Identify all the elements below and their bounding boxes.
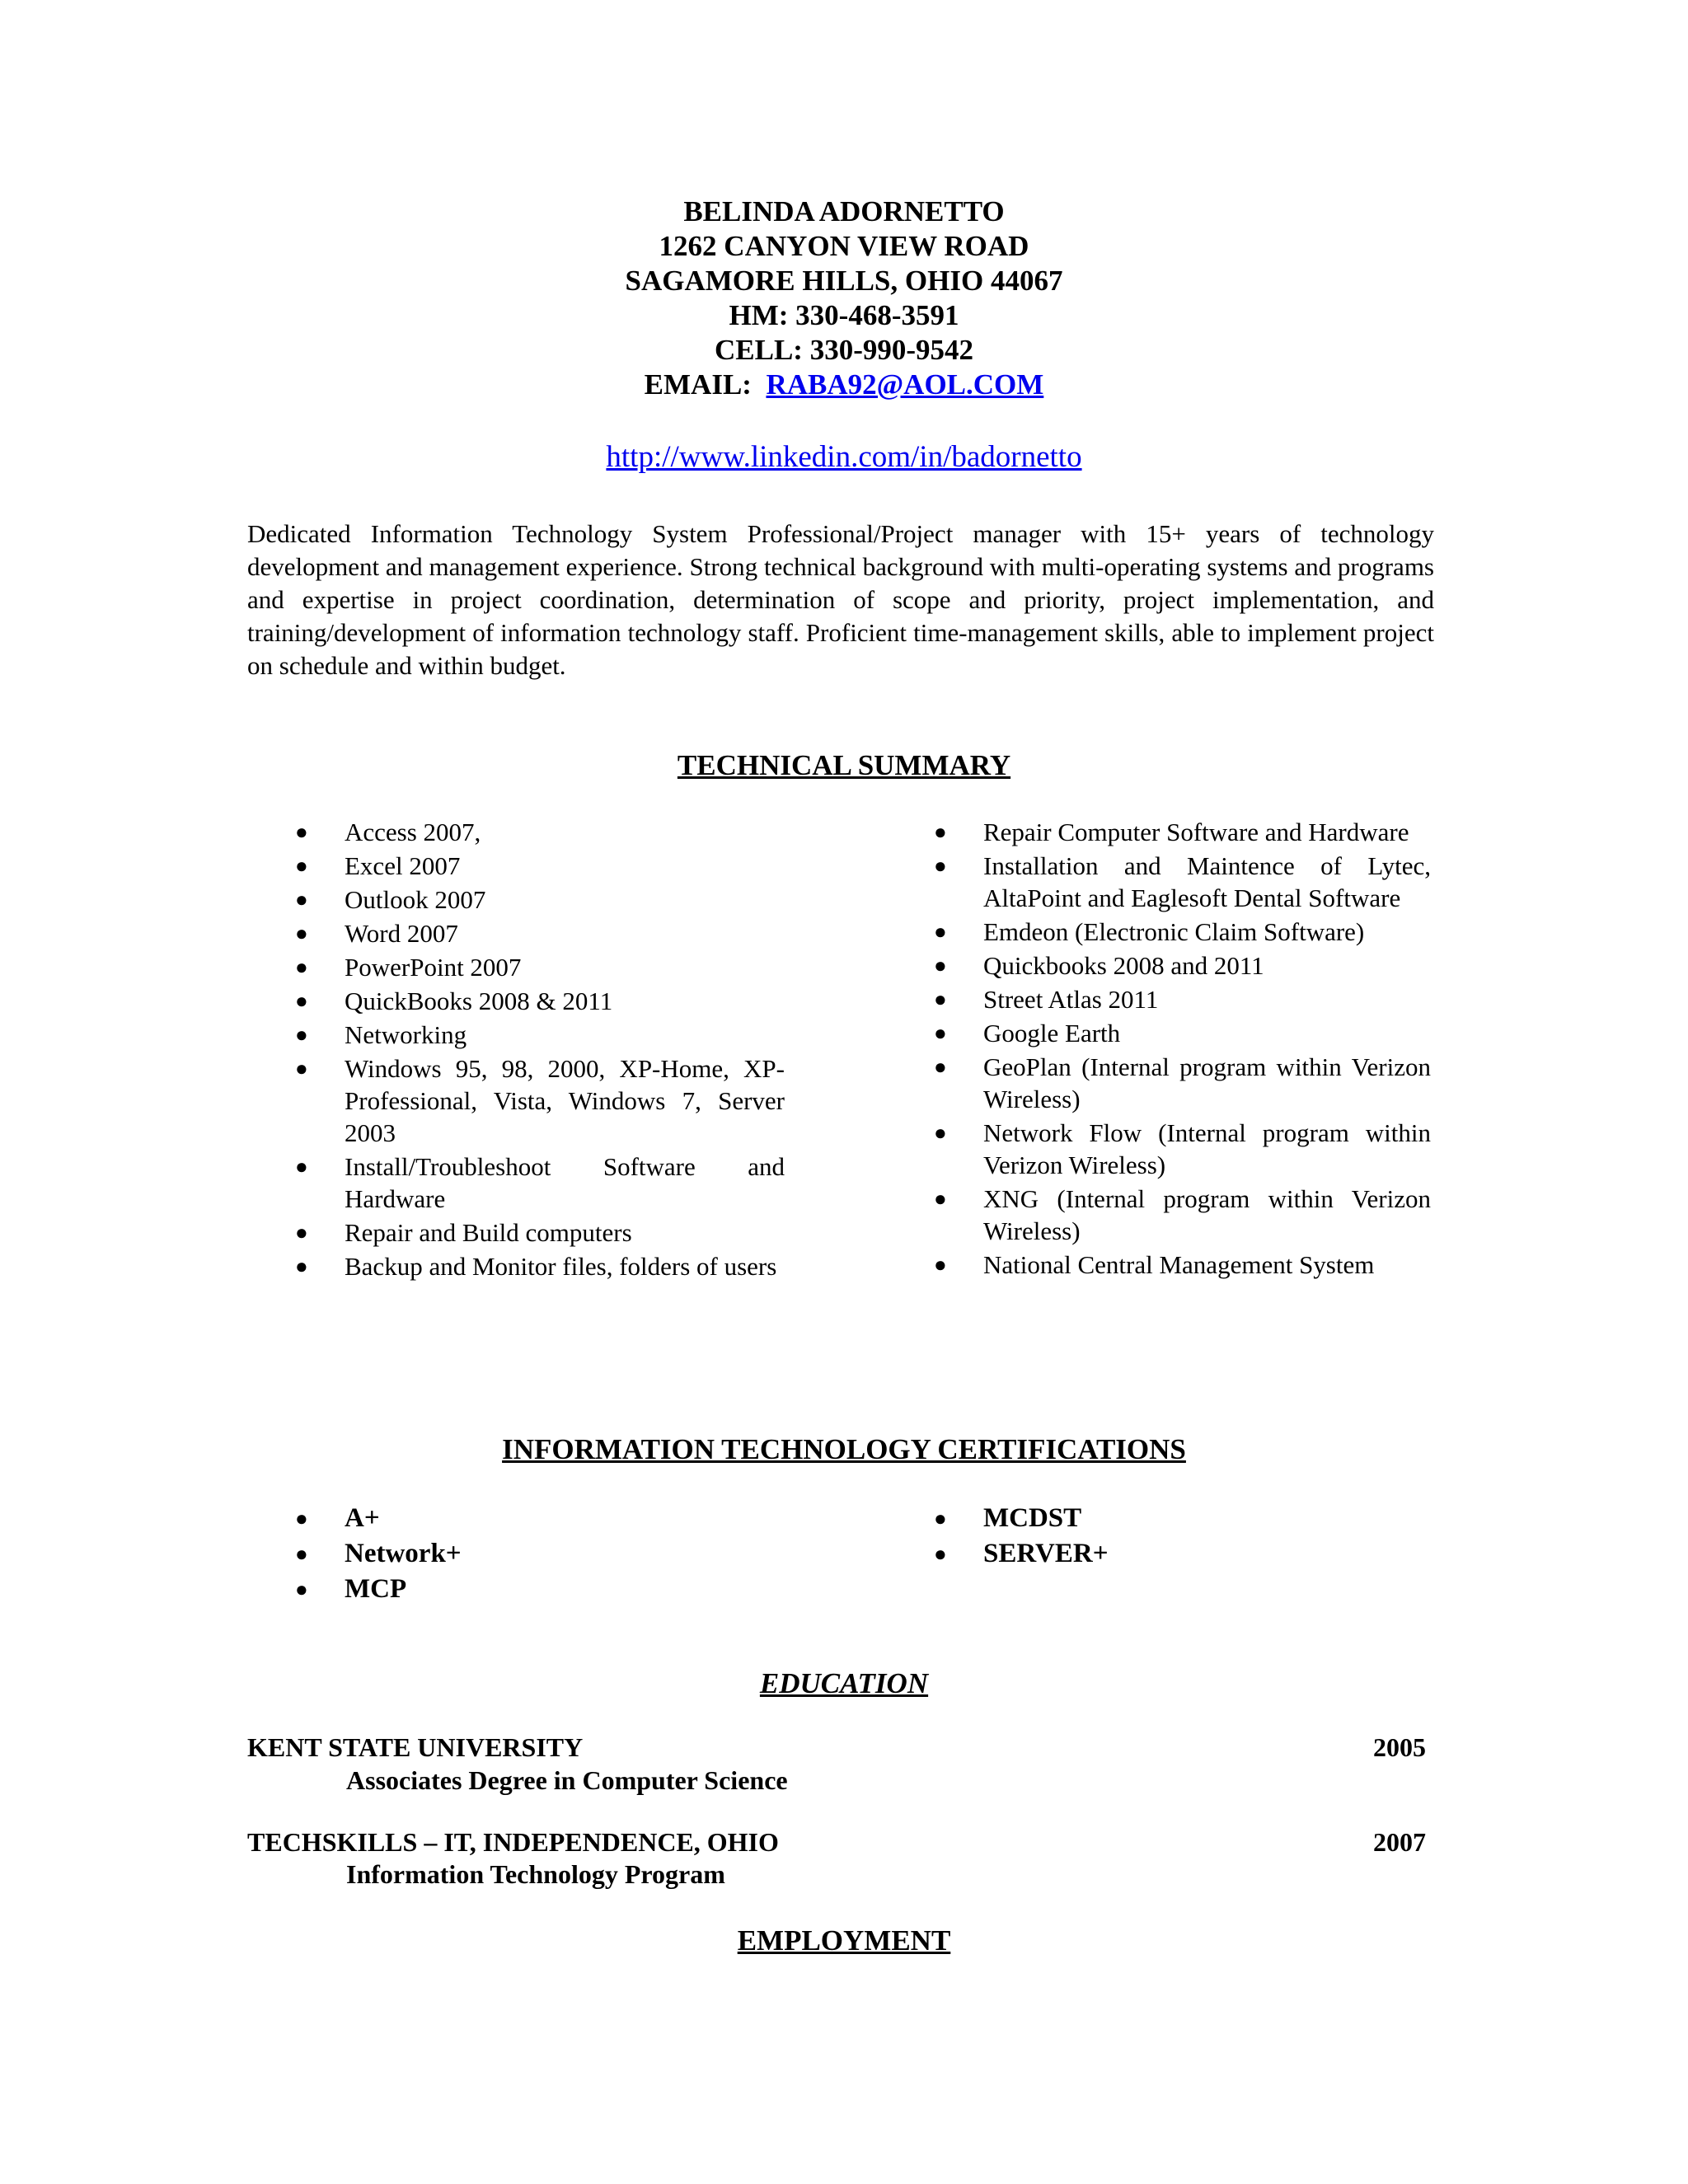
- bullet-icon: ●: [934, 820, 947, 844]
- list-item: [934, 850, 1431, 914]
- list-item: [934, 1502, 1395, 1535]
- list-item-text: Outlook 2007: [345, 885, 486, 914]
- list-item-text: PowerPoint 2007: [345, 953, 522, 982]
- bullet-icon: ●: [934, 1542, 947, 1566]
- list-item: [934, 816, 1431, 848]
- bullet-icon: ●: [934, 854, 947, 878]
- bullet-icon: ●: [295, 989, 308, 1013]
- bullet-icon: ●: [295, 1221, 308, 1244]
- list-item-text: Installation and Maintence of Lytec, AltaPoint and Eaglesoft Dental Software: [983, 851, 1431, 912]
- education-program: Information Technology Program: [346, 1859, 725, 1889]
- list-item: [934, 1249, 1431, 1281]
- list-item-text: QuickBooks 2008 & 2011: [345, 987, 613, 1015]
- list-item-text: GeoPlan (Internal program within Verizon Wireless): [983, 1052, 1431, 1113]
- bullet-icon: ●: [934, 920, 947, 944]
- bullet-icon: ●: [934, 1507, 947, 1530]
- education-school: KENT STATE UNIVERSITY: [247, 1732, 584, 1762]
- contact-header: [0, 194, 1688, 402]
- bullet-icon: ●: [934, 1055, 947, 1079]
- education-entry-2: [247, 1825, 1426, 1858]
- list-item: [295, 951, 785, 983]
- list-item: [934, 1183, 1431, 1247]
- list-item: [934, 1117, 1431, 1181]
- certifications-title: INFORMATION TECHNOLOGY CERTIFICATIONS: [502, 1433, 1186, 1465]
- list-item-text: Network Flow (Internal program within Verizon Wireless): [983, 1118, 1431, 1179]
- bullet-icon: ●: [934, 954, 947, 977]
- list-item: [295, 1216, 785, 1249]
- list-item: [934, 1537, 1395, 1571]
- list-item: [295, 917, 785, 949]
- list-item-text: Network+: [345, 1539, 462, 1568]
- bullet-icon: ●: [934, 1121, 947, 1145]
- bullet-icon: ●: [934, 1187, 947, 1211]
- list-item-text: SERVER+: [983, 1539, 1109, 1568]
- email-label: EMAIL:: [644, 368, 752, 401]
- technical-summary-title: TECHNICAL SUMMARY: [677, 749, 1011, 781]
- email-link[interactable]: RABA92@AOL.COM: [766, 368, 1044, 401]
- education-school: TECHSKILLS – IT, INDEPENDENCE, OHIO: [247, 1827, 779, 1857]
- professional-summary: Dedicated Information Technology System Professional/Project manager with 15+ years of technology development and management experience. Strong technical background with multi-operating systems and programs and expertise in project coordination, determination of scope and priority, project implementation, and training/development of information technology staff. Proficient time-management skills, able to implement project on schedule and within budget.: [247, 519, 1434, 680]
- list-item: [934, 949, 1431, 982]
- technical-summary-heading: [0, 748, 1688, 783]
- list-item: [934, 1017, 1431, 1049]
- list-item-text: MCP: [345, 1574, 407, 1604]
- list-item-text: Quickbooks 2008 and 2011: [983, 951, 1264, 980]
- home-phone: HM: 330-468-3591: [729, 299, 959, 331]
- list-item-text: Access 2007,: [345, 818, 481, 846]
- bullet-icon: ●: [295, 854, 308, 878]
- cell-phone: CELL: 330-990-9542: [714, 334, 974, 366]
- education-title: EDUCATION: [759, 1667, 929, 1699]
- list-item-text: Repair and Build computers: [345, 1218, 632, 1247]
- email-line: [0, 368, 1688, 402]
- list-item: [295, 1572, 757, 1606]
- bullet-icon: ●: [295, 1577, 308, 1601]
- address-line-2: SAGAMORE HILLS, OHIO 44067: [625, 265, 1063, 297]
- bullet-icon: ●: [295, 1254, 308, 1278]
- list-item: [295, 1151, 785, 1215]
- bullet-icon: ●: [295, 1542, 308, 1566]
- education-year: 2007: [1373, 1827, 1426, 1857]
- list-item-text: Repair Computer Software and Hardware: [983, 818, 1409, 846]
- list-item: [295, 850, 785, 882]
- list-item: [934, 1051, 1431, 1115]
- education-heading: [0, 1666, 1688, 1701]
- bullet-icon: ●: [934, 1021, 947, 1045]
- list-item-text: National Central Management System: [983, 1250, 1375, 1279]
- bullet-icon: ●: [295, 955, 308, 979]
- list-item-text: Excel 2007: [345, 851, 461, 880]
- bullet-icon: ●: [934, 987, 947, 1011]
- certifications-right-list: [934, 1502, 1395, 1572]
- list-item: [934, 916, 1431, 948]
- list-item-text: Emdeon (Electronic Claim Software): [983, 917, 1365, 946]
- bullet-icon: ●: [295, 1507, 308, 1530]
- education-entry-1: [247, 1731, 1426, 1764]
- list-item-text: Street Atlas 2011: [983, 985, 1159, 1014]
- employment-heading: [0, 1924, 1688, 1958]
- bullet-icon: ●: [295, 1023, 308, 1047]
- list-item: [295, 1502, 757, 1535]
- address-line-1: 1262 CANYON VIEW ROAD: [659, 230, 1029, 262]
- education-year: 2005: [1373, 1732, 1426, 1762]
- technical-skills-left-list: [295, 816, 785, 1284]
- certifications-heading: [0, 1432, 1688, 1467]
- list-item: [295, 985, 785, 1017]
- bullet-icon: ●: [295, 820, 308, 844]
- bullet-icon: ●: [295, 921, 308, 945]
- list-item: [295, 1250, 785, 1282]
- list-item-text: Networking: [345, 1020, 467, 1049]
- list-item: [295, 1537, 757, 1571]
- list-item-text: Backup and Monitor files, folders of users: [345, 1252, 777, 1281]
- list-item: [295, 816, 785, 848]
- education-program: Associates Degree in Computer Science: [346, 1765, 788, 1795]
- linkedin-link[interactable]: http://www.linkedin.com/in/badornetto: [606, 440, 1082, 474]
- certifications-left-list: [295, 1502, 757, 1608]
- bullet-icon: ●: [295, 1057, 308, 1080]
- list-item-text: A+: [345, 1503, 380, 1533]
- list-item: [295, 1019, 785, 1051]
- list-item: [295, 883, 785, 916]
- bullet-icon: ●: [295, 888, 308, 912]
- employment-title: EMPLOYMENT: [737, 1924, 951, 1957]
- list-item-text: Word 2007: [345, 919, 458, 948]
- list-item: [295, 1052, 785, 1149]
- bullet-icon: ●: [934, 1253, 947, 1277]
- list-item-text: Google Earth: [983, 1019, 1121, 1047]
- technical-skills-right-list: [934, 816, 1431, 1282]
- list-item-text: XNG (Internal program within Verizon Wireless): [983, 1184, 1431, 1245]
- list-item-text: MCDST: [983, 1503, 1082, 1533]
- candidate-name: BELINDA ADORNETTO: [683, 195, 1005, 227]
- list-item-text: Install/Troubleshoot Software and Hardware: [345, 1152, 785, 1213]
- bullet-icon: ●: [295, 1155, 308, 1179]
- list-item: [934, 983, 1431, 1015]
- list-item-text: Windows 95, 98, 2000, XP-Home, XP-Professional, Vista, Windows 7, Server 2003: [345, 1054, 785, 1147]
